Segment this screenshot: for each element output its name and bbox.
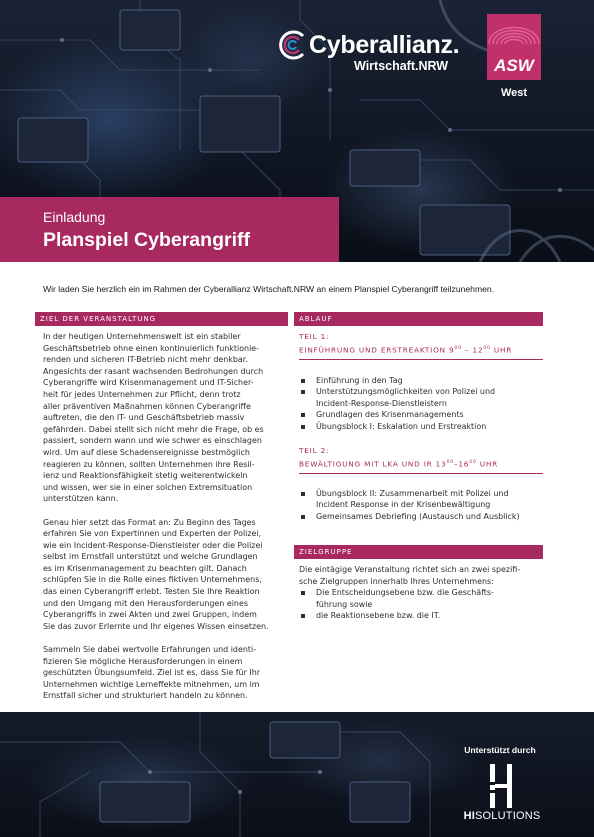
- asw-west-logo: [487, 14, 541, 102]
- list-item-line: Incident-Response-Dienstleistern: [316, 398, 447, 408]
- text-line: unterstützen kann.: [43, 494, 119, 504]
- text-line: Angesichts der rasant wachsenden Bedrohungen durch: [43, 366, 264, 376]
- text-line: Unternehmen wichtige Lerneffekte mitnehmen, um im: [43, 679, 260, 689]
- text-line: gefährden. Dabei stellt sich nicht mehr die Frage, ob es: [43, 424, 264, 434]
- teil1-title: EINFÜHRUNG UND ERSTREAKTION $9^{00} - 12^{00}$ UHR: [299, 345, 513, 355]
- list-item-line: Einführung in den Tag: [316, 375, 403, 385]
- teil1-list: [299, 375, 543, 433]
- text-line: Sie das zuvor Erlernte und Ihr eigenes Wissen einsetzen.: [43, 621, 269, 631]
- list-item: [299, 375, 543, 387]
- list-item-line: Unterstützungsmöglichkeiten von Polizei und: [316, 387, 496, 397]
- text-line: sche Zielgruppen innerhalb Ihres Unternehmens:: [299, 576, 494, 586]
- teil1-divider: [299, 359, 543, 360]
- ziel-paragraph: [43, 644, 288, 702]
- list-item-line: Incident Response in der Krisenbewältigung: [316, 500, 491, 510]
- cyberallianz-sub: Wirtschaft.NRW: [354, 59, 449, 73]
- text-line: passiert, sondern wann und wie schwer es einschlagen: [43, 436, 262, 446]
- text-line: geschützten Übungsumfeld. Ziel ist es, dass Sie für Ihr: [43, 668, 261, 678]
- text-line: In der heutigen Unternehmenswelt ist ein stabiler: [43, 332, 241, 341]
- teil2-list: [299, 488, 543, 523]
- list-item-line: Übungsblock I: Eskalation und Erstreaktion: [316, 421, 487, 431]
- list-item: [299, 409, 543, 421]
- teil2-divider: [299, 473, 543, 474]
- text-line: Cyberangriffe wird Krisenmanagement und IT-Sicher-: [43, 378, 254, 388]
- cyberallianz-logo: [275, 26, 460, 76]
- asw-logo-mark: [487, 14, 541, 80]
- header-image: [0, 0, 594, 262]
- cyberallianz-name: Cyberallianz.: [309, 31, 460, 59]
- text-line: Cyberangriffs in zwei Akten und zwei Gruppen, indem: [43, 610, 257, 620]
- ablauf-teil1: [299, 331, 543, 433]
- list-item: [299, 511, 543, 523]
- text-line: erfahren Sie von Expertinnen und Experten der Polizei,: [43, 529, 262, 539]
- teil2-label: TEIL 2:: [299, 446, 330, 455]
- text-line: es im Krisenmanagement zu beachten gilt. Danach: [43, 563, 247, 573]
- text-line: Die eintägige Veranstaltung richtet sich an zwei spezifi-: [299, 565, 521, 574]
- support-label: Unterstützt durch: [464, 745, 536, 755]
- text-line: aller präventiven Maßnahmen können Cyberangriffe: [43, 401, 251, 411]
- list-item-line: Gemeinsames Debriefing (Austausch und Ausblick): [316, 511, 520, 521]
- text-line: und den Umgang mit den Herausforderungen eines: [43, 598, 248, 608]
- intro-text: Wir laden Sie herzlich ein im Rahmen der Cyberallianz Wirtschaft.NRW an einem Planspiel Cyberangriff teilzunehmen.: [43, 284, 495, 294]
- section-heading-ziel: ZIEL DER VERANSTALTUNG: [35, 312, 288, 326]
- asw-region: West: [500, 87, 528, 99]
- text-line: Geschäftsbetrieb ohne einen kontinuierlich funktionie-: [43, 343, 260, 353]
- text-line: heit für jedes Unternehmen zur Pflicht, denn trotz: [43, 389, 241, 399]
- zielgruppe-block: [299, 564, 543, 622]
- text-line: schlüpfen Sie in die Rolle eines fiktiven Unternehmens,: [43, 575, 262, 585]
- list-item: [299, 386, 543, 409]
- title-box: [0, 197, 339, 262]
- list-item-line: Grundlagen des Krisenmanagements: [316, 410, 464, 420]
- ziel-paragraph: [43, 331, 288, 505]
- text-line: Ernstfall sicher und strukturiert handeln zu können.: [43, 691, 248, 701]
- text-line: renden und sicheren IT-Betrieb nicht mehr denkbar.: [43, 355, 248, 365]
- section-heading-ablauf: ABLAUF: [294, 312, 543, 326]
- ablauf-teil2: [299, 445, 543, 522]
- hisolutions-logo-text: HISOLUTIONS: [463, 810, 541, 822]
- section-heading-zielgruppe: ZIELGRUPPE: [294, 545, 543, 559]
- text-line: ienz und Reaktionsfähigkeit stetig weiterentwickeln: [43, 471, 248, 481]
- page-kicker: Einladung: [43, 209, 106, 225]
- text-line: Sammeln Sie dabei wertvolle Erfahrungen und identi-: [43, 645, 257, 655]
- cyberallianz-c-icon: [275, 28, 309, 62]
- list-item-line: Die Entscheidungsebene bzw. die Geschäfts-: [316, 588, 494, 598]
- text-line: selbst im Ernstfall unterstützt und welche Grundlagen: [43, 552, 258, 562]
- ziel-paragraph: [43, 517, 288, 633]
- teil2-title: BEWÄLTIGUNG MIT LKA UND IR $13^{00}-16^{00}$ UHR: [299, 459, 498, 469]
- list-item-line: die Reaktionsebene bzw. die IT.: [316, 611, 441, 621]
- text-line: wird. Um auf diese Schadensereignisse bestmöglich: [43, 447, 250, 457]
- page-title: Planspiel Cyberangriff: [43, 229, 250, 251]
- teil1-label: TEIL 1:: [299, 332, 330, 341]
- ziel-text: [43, 331, 288, 714]
- text-line: Genau hier setzt das Format an: Zu Beginn des Tages: [43, 517, 256, 527]
- text-line: wie ein Incident-Response-Dienstleister oder die Polizei: [43, 540, 263, 550]
- zielgruppe-text: [299, 564, 543, 587]
- list-item: [299, 421, 543, 433]
- hisolutions-logo-mark: [487, 764, 515, 808]
- list-item-line: führung sowie: [316, 599, 373, 609]
- text-line: fizieren Sie mögliche Herausforderungen in einem: [43, 656, 243, 666]
- text-line: auftreten, die den IT- und Geschäftsbetrieb massiv: [43, 413, 245, 423]
- text-line: das einen Cyberangriff erlebt. Testen Sie Ihre Reaktion: [43, 587, 260, 597]
- svg-text:ASW: ASW: [494, 56, 534, 75]
- zielgruppe-list: [299, 587, 543, 622]
- list-item: [299, 610, 543, 622]
- list-item: [299, 587, 543, 610]
- list-item-line: Übungsblock II: Zusammenarbeit mit Polizei und: [316, 488, 509, 498]
- text-line: reagieren zu können, sollten Unternehmen ihre Resil-: [43, 459, 255, 469]
- list-item: [299, 488, 543, 511]
- text-line: und wissen, wer sie in einer solchen Extremsituation: [43, 482, 253, 492]
- footer-image: [0, 712, 594, 837]
